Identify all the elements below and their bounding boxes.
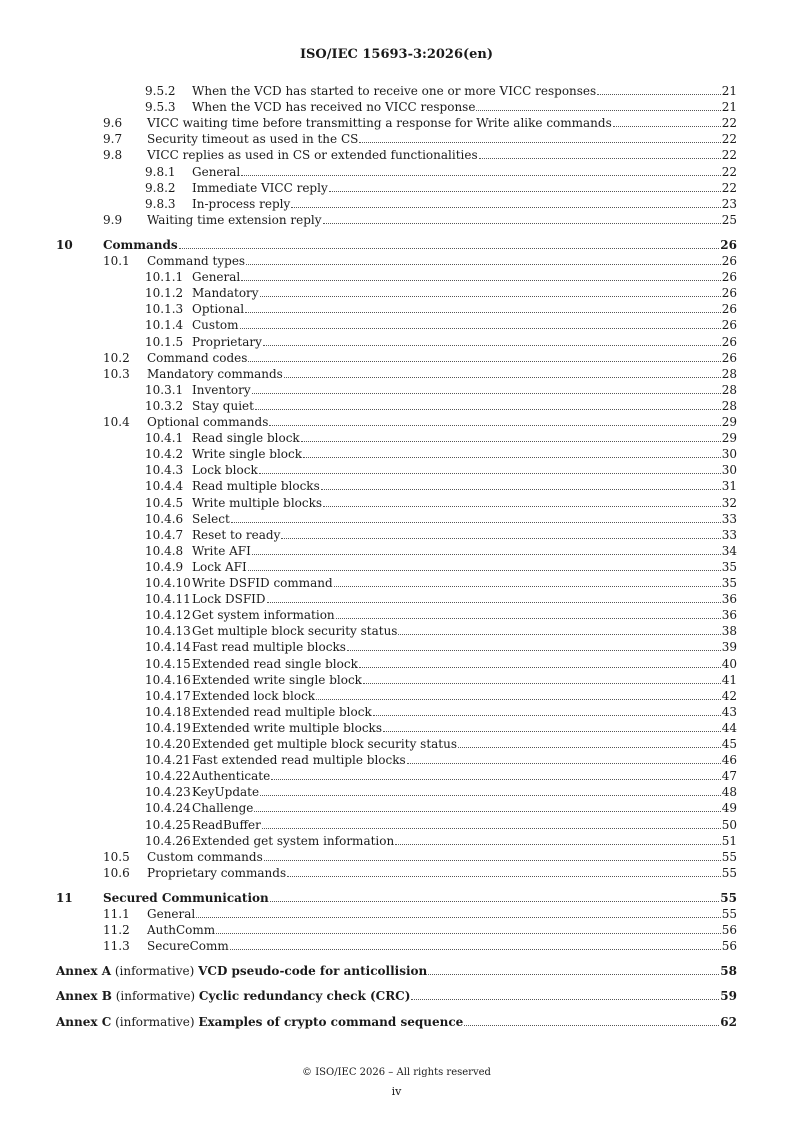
dot-leader	[252, 392, 721, 394]
toc-entry[interactable]	[145, 721, 737, 736]
toc-entry-title: Cyclic redundancy check (CRC)	[198, 989, 411, 1004]
toc-entry-number: 10.4.9	[145, 559, 184, 574]
dot-leader	[336, 617, 721, 619]
toc-entry-title: Mandatory	[192, 286, 259, 301]
page-number: iv	[391, 1085, 402, 1098]
dot-leader	[321, 488, 721, 490]
toc-entry[interactable]	[56, 238, 737, 253]
toc-entry-number: 10.1.4	[145, 318, 184, 333]
dot-leader	[316, 698, 721, 700]
toc-entry-page: 26	[720, 237, 737, 252]
toc-entry-page: 29	[721, 415, 737, 429]
toc-entry-number: Annex B	[56, 989, 112, 1004]
toc-entry-number: 10.4.13	[145, 624, 191, 639]
toc-entry[interactable]	[103, 850, 737, 865]
dot-leader	[347, 649, 721, 651]
toc-entry[interactable]	[145, 463, 737, 478]
toc-entry-page: 26	[721, 350, 737, 365]
toc-entry[interactable]	[145, 673, 737, 688]
toc-entry[interactable]	[103, 132, 737, 147]
toc-entry-title: Extended lock block	[192, 688, 316, 703]
toc-entry-page: 48	[721, 785, 737, 800]
toc-entry-page: 22	[721, 180, 737, 195]
dot-leader	[323, 505, 721, 507]
toc-entry-page: 22	[721, 148, 737, 163]
toc-entry[interactable]	[145, 705, 737, 720]
toc-entry-number: 10.4.2	[145, 447, 184, 462]
toc-entry[interactable]	[145, 496, 737, 511]
toc-entry-number: 11.1	[103, 907, 130, 921]
toc-entry-number: 9.8	[103, 148, 123, 163]
dot-leader	[329, 190, 721, 192]
toc-entry-number: 10.1.5	[145, 334, 184, 349]
toc-entry-title: Fast read multiple blocks	[192, 640, 346, 655]
dot-leader	[476, 109, 720, 111]
toc-entry-number: Annex A	[56, 964, 112, 979]
toc-entry-number: 10.4.3	[145, 463, 184, 478]
toc-entry-title: Write multiple blocks	[192, 495, 323, 510]
dot-leader	[359, 666, 721, 668]
dot-leader	[216, 932, 721, 934]
toc-entry[interactable]	[103, 351, 737, 366]
dot-leader	[613, 125, 721, 127]
dot-leader	[395, 843, 721, 845]
toc-entry-number: 10.1.3	[145, 302, 184, 317]
toc-entry-title: General	[192, 164, 241, 179]
toc-entry[interactable]	[103, 866, 737, 881]
toc-entry-page: 42	[721, 688, 737, 703]
toc-entry-page: 58	[720, 964, 737, 979]
toc-entry-number: 10.1.2	[145, 286, 184, 301]
dot-leader	[179, 247, 720, 249]
dot-leader	[260, 794, 721, 796]
toc-entry-page: 41	[721, 672, 737, 687]
toc-entry[interactable]	[145, 592, 737, 607]
toc-entry-number: 10.4.12	[145, 608, 191, 623]
toc-entry[interactable]	[145, 544, 737, 559]
toc-entry-page: 23	[721, 196, 737, 211]
toc-entry-title: Extended read multiple block	[192, 704, 372, 719]
toc-entry-title: KeyUpdate	[192, 785, 260, 800]
toc-entry-number: 10.4.4	[145, 479, 184, 494]
toc-entry-page: 33	[721, 527, 737, 542]
toc-entry-page: 26	[721, 334, 737, 349]
toc-entry-page: 31	[721, 479, 737, 494]
toc-entry[interactable]	[103, 907, 737, 922]
toc-entry-page: 36	[721, 608, 737, 623]
toc-entry-title: Write AFI	[192, 543, 251, 558]
toc-entry-title: VICC replies as used in CS or extended functionalities	[147, 148, 478, 163]
dot-leader	[271, 778, 720, 780]
toc-entry-number: 10.4.5	[145, 495, 184, 510]
toc-entry-title: Lock AFI	[192, 559, 247, 574]
dot-leader	[267, 601, 721, 603]
toc-entry-title: Write single block	[192, 447, 303, 462]
dot-leader	[254, 810, 720, 812]
toc-entry[interactable]	[103, 367, 737, 382]
dot-leader	[245, 311, 721, 313]
toc-entry[interactable]	[145, 801, 737, 816]
toc-annex-entry[interactable]	[56, 1015, 737, 1030]
toc-entry[interactable]	[103, 116, 737, 131]
toc-entry-number: 9.5.3	[145, 100, 176, 115]
toc-entry-page: 56	[721, 923, 737, 938]
toc-entry-page: 39	[721, 640, 737, 655]
toc-entry[interactable]	[145, 302, 737, 317]
dot-leader	[398, 633, 720, 635]
dot-leader	[291, 206, 720, 208]
toc-entry-title: Lock DSFID	[192, 592, 266, 607]
toc-entry-page: 45	[721, 737, 737, 751]
toc-entry[interactable]	[145, 834, 737, 849]
toc-entry[interactable]	[145, 335, 737, 350]
toc-entry-title: Proprietary commands	[147, 865, 287, 880]
toc-entry-title: Immediate VICC reply	[192, 180, 328, 195]
toc-entry-page: 49	[721, 801, 737, 816]
toc-entry[interactable]	[145, 197, 737, 212]
toc-annex-qualifier: (informative)	[111, 1014, 199, 1029]
toc-entry-title: Fast extended read multiple blocks	[192, 753, 406, 768]
toc-entry-title: Extended read single block	[192, 656, 358, 671]
toc-entry[interactable]	[145, 100, 737, 115]
dot-leader	[411, 998, 719, 1000]
copyright-notice: © ISO/IEC 2026 – All rights reserved	[302, 1067, 491, 1078]
toc-entry-page: 34	[721, 543, 737, 558]
dot-leader	[458, 746, 721, 748]
toc-entry-number: 10.4.15	[145, 656, 191, 671]
dot-leader	[240, 327, 721, 329]
toc-entry[interactable]	[145, 640, 737, 655]
toc-entry-title: When the VCD has started to receive one or more VICC responses	[192, 84, 597, 98]
toc-entry-number: 9.8.1	[145, 164, 176, 179]
toc-entry[interactable]	[145, 447, 737, 462]
dot-leader	[269, 424, 720, 426]
toc-entry-page: 55	[721, 907, 737, 921]
dot-leader	[241, 279, 720, 281]
dot-leader	[464, 1024, 719, 1026]
toc-entry-page: 22	[721, 132, 737, 147]
toc-entry-number: Annex C	[56, 1014, 112, 1029]
toc-entry[interactable]	[145, 560, 737, 575]
toc-entry-page: 26	[721, 286, 737, 301]
dot-leader	[248, 360, 720, 362]
toc-entry-title: Command types	[147, 254, 246, 268]
toc-entry[interactable]	[103, 415, 737, 430]
toc-entry-title: Extended get system information	[192, 833, 395, 848]
toc-entry-title: Proprietary	[192, 334, 262, 349]
toc-entry-title: Examples of crypto command sequence	[198, 1014, 464, 1029]
toc-entry-number: 10.3	[103, 366, 130, 381]
dot-leader	[270, 900, 720, 902]
dot-leader	[264, 859, 721, 861]
toc-entry-page: 44	[721, 720, 737, 735]
toc-entry-number: 11.2	[103, 923, 130, 938]
toc-entry-page: 62	[720, 1014, 737, 1029]
toc-entry-number: 9.7	[103, 132, 123, 147]
toc-entry-number: 10.2	[103, 350, 130, 365]
dot-leader	[303, 456, 721, 458]
toc-entry-title: Authenticate	[192, 769, 271, 784]
toc-entry[interactable]	[145, 785, 737, 800]
toc-entry-title: Stay quiet	[192, 398, 254, 413]
toc-entry[interactable]	[145, 769, 737, 784]
toc-entry-title: Optional commands	[147, 415, 269, 429]
toc-entry-title: Write DSFID command	[192, 576, 333, 590]
toc-entry-number: 10.1.1	[145, 270, 184, 285]
toc-entry-title: VCD pseudo-code for anticollision	[198, 964, 428, 979]
toc-entry-page: 30	[721, 447, 737, 462]
toc-entry-page: 28	[721, 382, 737, 397]
toc-entry-title: Secured Communication	[103, 890, 269, 905]
toc-entry-page: 51	[721, 833, 737, 848]
toc-entry-number: 9.8.3	[145, 196, 176, 211]
toc-entry-number: 10.4.10	[145, 576, 191, 590]
toc-entry[interactable]	[145, 270, 737, 285]
toc-entry-number: 11.3	[103, 939, 130, 954]
toc-entry-number: 10.4.16	[145, 672, 191, 687]
toc-entry-number: 10.4.1	[145, 431, 184, 446]
dot-leader	[260, 295, 721, 297]
toc-entry-page: 22	[721, 164, 737, 179]
toc-entry[interactable]	[145, 737, 737, 752]
toc-entry-page: 36	[721, 592, 737, 607]
toc-entry[interactable]	[145, 479, 737, 494]
toc-entry[interactable]	[145, 286, 737, 301]
toc-entry[interactable]	[145, 624, 737, 639]
toc-entry-title: Lock block	[192, 463, 258, 478]
toc-entry-number: 10	[56, 237, 73, 252]
toc-entry[interactable]	[145, 383, 737, 398]
toc-entry-page: 35	[721, 559, 737, 574]
toc-entry-page: 28	[721, 366, 737, 381]
toc-entry-number: 10.6	[103, 865, 130, 880]
toc-entry-page: 32	[721, 495, 737, 510]
toc-entry-title: Get system information	[192, 608, 335, 623]
toc-entry-title: Reset to ready	[192, 527, 281, 542]
toc-entry-page: 55	[721, 865, 737, 880]
toc-entry[interactable]	[145, 84, 737, 99]
toc-entry[interactable]	[145, 399, 737, 414]
toc-entry-number: 10.4.6	[145, 511, 184, 526]
dot-leader	[479, 157, 721, 159]
toc-entry-number: 9.9	[103, 212, 123, 227]
toc-entry-title: When the VCD has received no VICC response	[192, 100, 476, 115]
toc-entry-number: 10.4.22	[145, 769, 191, 784]
toc-entry-page: 26	[721, 254, 737, 268]
toc-entry-number: 10.1	[103, 254, 130, 268]
toc-entry-number: 11	[56, 890, 73, 905]
toc-entry-number: 9.8.2	[145, 180, 176, 195]
toc-entry-title: Optional	[192, 302, 245, 317]
toc-entry-title: VICC waiting time before transmitting a response for Write alike commands	[147, 116, 612, 131]
toc-entry-number: 10.4.17	[145, 688, 191, 703]
toc-entry-page: 46	[721, 753, 737, 768]
dot-leader	[196, 916, 720, 918]
dot-leader	[287, 875, 721, 877]
dot-leader	[428, 973, 719, 975]
toc-entry-page: 26	[721, 270, 737, 285]
toc-entry-number: 10.4.8	[145, 543, 184, 558]
toc-entry-page: 28	[721, 398, 737, 413]
toc-entry[interactable]	[145, 753, 737, 768]
dot-leader	[248, 569, 721, 571]
toc-entry[interactable]	[103, 939, 737, 954]
toc-annex-entry[interactable]	[56, 964, 737, 979]
dot-leader	[246, 263, 721, 265]
toc-entry-title: Mandatory commands	[147, 366, 283, 381]
toc-entry[interactable]	[56, 891, 737, 906]
dot-leader	[407, 762, 721, 764]
toc-entry[interactable]	[103, 254, 737, 269]
toc-entry-page: 25	[721, 212, 737, 227]
dot-leader	[259, 472, 721, 474]
toc-entry-page: 50	[721, 817, 737, 832]
toc-entry-page: 59	[720, 989, 737, 1004]
toc-entry-page: 47	[721, 769, 737, 784]
dot-leader	[262, 827, 721, 829]
dot-leader	[284, 376, 721, 378]
toc-entry-number: 10.4.23	[145, 785, 191, 800]
toc-entry-title: SecureComm	[147, 939, 229, 954]
toc-entry-page: 35	[721, 576, 737, 590]
toc-entry-page: 26	[721, 318, 737, 333]
toc-entry-number: 10.4.25	[145, 817, 191, 832]
toc-entry-title: Custom	[192, 318, 239, 333]
toc-entry-title: Extended write single block	[192, 672, 362, 687]
toc-entry-page: 29	[721, 431, 737, 446]
toc-entry[interactable]	[103, 148, 737, 163]
toc-entry[interactable]	[103, 213, 737, 228]
toc-entry-title: Extended write multiple blocks	[192, 720, 382, 735]
toc-entry-title: Get multiple block security status	[192, 624, 398, 639]
toc-entry[interactable]	[145, 608, 737, 623]
dot-leader	[597, 93, 721, 95]
dot-leader	[373, 714, 721, 716]
toc-entry-title: In-process reply	[192, 196, 291, 211]
toc-entry-page: 21	[721, 100, 737, 115]
dot-leader	[263, 344, 721, 346]
dot-leader	[281, 537, 720, 539]
toc-entry-number: 10.4	[103, 415, 130, 429]
toc-entry[interactable]	[145, 431, 737, 446]
toc-entry-title: AuthComm	[147, 923, 216, 938]
dot-leader	[230, 948, 721, 950]
toc-entry-page: 30	[721, 463, 737, 478]
toc-entry-title: General	[192, 270, 241, 285]
document-header: ISO/IEC 15693-3:2026(en)	[299, 47, 494, 62]
dot-leader	[255, 408, 721, 410]
toc-annex-entry[interactable]	[56, 989, 737, 1004]
toc-entry-number: 10.3.1	[145, 382, 184, 397]
toc-entry-title: Custom commands	[147, 849, 263, 864]
dot-leader	[334, 585, 721, 587]
toc-entry[interactable]	[103, 923, 737, 938]
dot-leader	[359, 141, 720, 143]
toc-entry-title: Select	[192, 511, 230, 526]
toc-entry-title: Security timeout as used in the CS	[147, 132, 359, 147]
dot-leader	[323, 222, 721, 224]
toc-annex-qualifier: (informative)	[111, 989, 199, 1004]
toc-entry-title: Command codes	[147, 350, 248, 365]
dot-leader	[241, 174, 720, 176]
toc-entry-number: 10.4.24	[145, 801, 191, 816]
toc-entry-page: 33	[721, 511, 737, 526]
toc-entry-page: 38	[721, 624, 737, 639]
dot-leader	[363, 682, 721, 684]
toc-entry-page: 26	[721, 302, 737, 317]
toc-entry-number: 9.5.2	[145, 84, 176, 98]
toc-entry[interactable]	[145, 818, 737, 833]
toc-entry-title: Read multiple blocks	[192, 479, 320, 494]
toc-entry-number: 10.4.21	[145, 753, 191, 768]
toc-entry-title: Waiting time extension reply	[147, 212, 322, 227]
toc-entry-page: 56	[721, 939, 737, 954]
dot-leader	[383, 730, 721, 732]
toc-entry-number: 10.3.2	[145, 398, 184, 413]
toc-entry-page: 55	[721, 849, 737, 864]
toc-entry-title: Read single block	[192, 431, 300, 446]
toc-entry[interactable]	[145, 689, 737, 704]
toc-entry-title: ReadBuffer	[192, 817, 261, 832]
toc-entry-number: 10.4.14	[145, 640, 191, 655]
dot-leader	[252, 553, 721, 555]
toc-entry-title: Challenge	[192, 801, 254, 816]
toc-entry-number: 10.4.7	[145, 527, 184, 542]
toc-entry-page: 43	[721, 704, 737, 719]
toc-entry[interactable]	[145, 181, 737, 196]
toc-entry-page: 22	[721, 116, 737, 131]
dot-leader	[301, 440, 721, 442]
toc-entry-title: Commands	[103, 237, 178, 252]
toc-entry-number: 10.4.18	[145, 704, 191, 719]
toc-entry-title: Extended get multiple block security status	[192, 737, 458, 751]
toc-entry-number: 10.4.26	[145, 833, 191, 848]
toc-entry-number: 10.5	[103, 849, 130, 864]
toc-entry-page: 40	[721, 656, 737, 671]
toc-entry[interactable]	[145, 512, 737, 527]
toc-entry[interactable]	[145, 657, 737, 672]
toc-entry-number: 10.4.11	[145, 592, 191, 607]
toc-entry-title: General	[147, 907, 196, 921]
toc-entry[interactable]	[145, 318, 737, 333]
toc-entry[interactable]	[145, 576, 737, 591]
toc-entry-page: 21	[721, 84, 737, 98]
toc-annex-qualifier: (informative)	[111, 964, 199, 979]
dot-leader	[231, 521, 721, 523]
toc-entry[interactable]	[145, 165, 737, 180]
toc-entry-page: 55	[720, 890, 737, 905]
toc-entry-title: Inventory	[192, 382, 251, 397]
toc-entry-number: 10.4.20	[145, 737, 191, 751]
toc-entry-number: 10.4.19	[145, 720, 191, 735]
toc-entry[interactable]	[145, 528, 737, 543]
toc-entry-number: 9.6	[103, 116, 123, 131]
